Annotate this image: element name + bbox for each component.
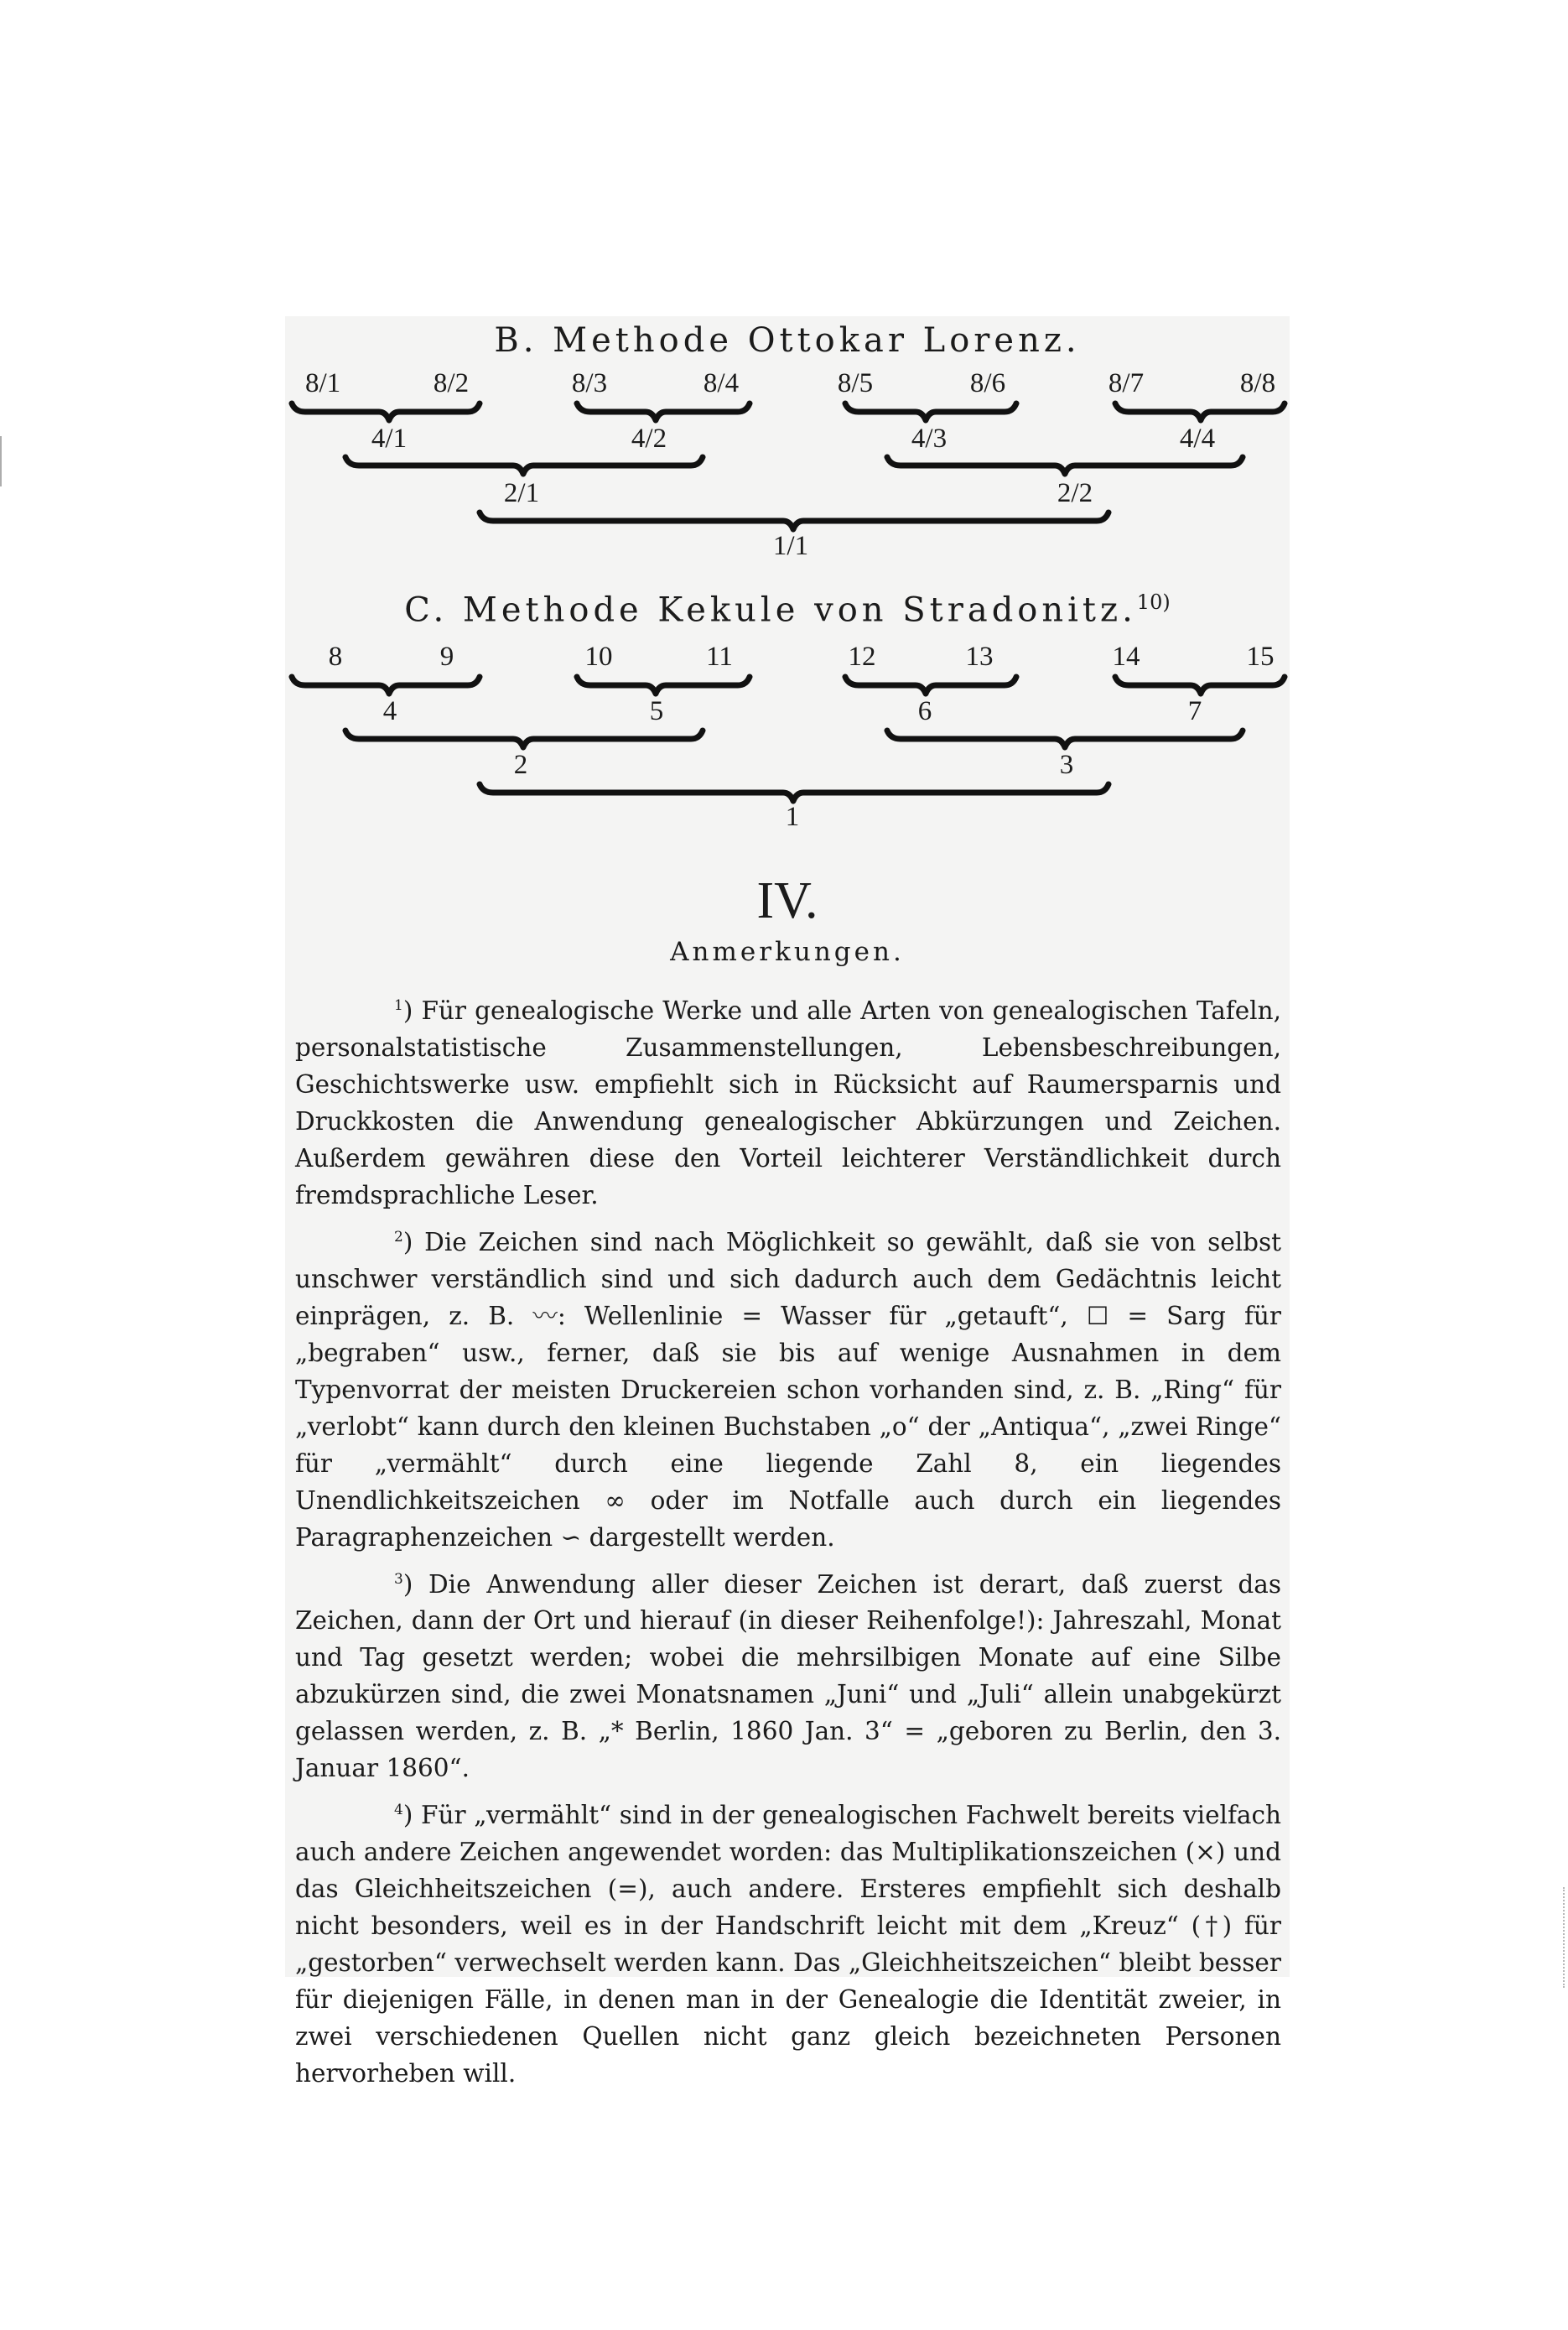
b-label-8-3: 8/3 (571, 368, 608, 398)
c-label-13: 13 (965, 642, 994, 672)
c-label-14: 14 (1112, 642, 1140, 672)
c-label-2: 2 (513, 750, 528, 780)
c-label-11: 11 (706, 642, 733, 672)
c-label-1: 1 (785, 802, 800, 832)
footnote-3: $^3$) Die Anwendung aller dieser Zeichen ist derart, daß zuerst das Zeichen, dann der Ort und hierauf (in dieser Reihenfolge!): Jahreszahl, Monat und Tag gesetzt werden; wobei die mehrsilbigen Monate auf eine Silbe abzukürzen sind, die zwei Monatsnamen „Juni“ und „Juli“ allein unabgekürzt gelassen werden, z. B. „* Berlin, 1860 Jan. 3“ = „geboren zu Berlin, den 3. Januar 1860“. (295, 1569, 1281, 1783)
b-label-8-4: 8/4 (703, 368, 740, 398)
c-label-15: 15 (1246, 642, 1275, 672)
footnote-2: $^2$) Die Zeichen sind nach Möglichkeit so gewählt, daß sie von selbst unschwer verständlich sind und sich dadurch auch dem Gedächtnis leicht einprägen, z. B. 〰: Wellenlinie = Wasser für „getauft“, ☐ = Sarg für „begraben“ usw., ferner, daß sie bis auf wenige Ausnahmen in dem Typenvorrat der meisten Druckereien schon vorhanden sind, z. B. „Ring“ für „verlobt“ kann durch den kleinen Buchstaben „o“ der „Antiqua“, „zwei Ringe“ für „vermählt“ durch eine liegende Zahl 8, ein liegendes Unendlichkeitszeichen ∞ oder im Notfalle auch durch ein liegendes Paragraphenzeichen ∽ dargestellt werden. (295, 1227, 1282, 1552)
b-label-1-1: 1/1 (772, 531, 809, 561)
b-label-4-2: 4/2 (631, 424, 667, 454)
scan-edge-mark-right (1563, 1887, 1565, 1988)
footnote-marker: 2 (394, 1228, 403, 1246)
footnote-text: Für „vermählt“ sind in der genealogischen Fachwelt bereits vielfach auch andere Zeichen angewendet worden: das Multiplikationszeichen (×) und das Gleichheitszeichen (=), auch andere. Ersteres empfiehlt sich deshalb nicht besonders, weil es in der Handschrift leicht mit dem „Kreuz“ (†) für „gestorben“ verwechselt werden kann. Das „Gleichheitszeichen“ bleibt besser für diejenigen Fälle, in denen man in der Genealogie die Identität zweier, in zwei verschiedenen Quellen nicht ganz gleich bezeichneten Personen hervorheben will. (295, 1801, 1281, 2088)
brace-icon (845, 677, 1016, 694)
b-label-4-3: 4/3 (911, 424, 948, 454)
b-label-4-1: 4/1 (371, 424, 408, 454)
footnote-marker: 3 (394, 1570, 403, 1588)
b-label-8-1: 8/1 (305, 368, 341, 398)
brace-icon (480, 512, 1109, 529)
b-label-2-1: 2/1 (503, 478, 540, 508)
c-label-10: 10 (584, 642, 613, 672)
footnote-text: Die Zeichen sind nach Möglichkeit so gewählt, daß sie von selbst unschwer verständlich sind und sich dadurch auch dem Gedächtnis leicht einprägen, z. B. 〰: Wellenlinie = Wasser für „getauft“, ☐ = Sarg für „begraben“ usw., ferner, daß sie bis auf wenige Ausnahmen in dem Typenvorrat der meisten Druckereien schon vorhanden sind, z. B. „Ring“ für „verlobt“ kann durch den kleinen Buchstaben „o“ der „Antiqua“, „zwei Ringe“ für „vermählt“ durch eine liegende Zahl 8, ein liegendes Unendlichkeitszeichen ∞ oder im Notfalle auch durch ein liegendes Paragraphenzeichen ∽ dargestellt werden. (295, 1227, 1282, 1552)
b-label-4-4: 4/4 (1179, 424, 1216, 454)
c-label-6: 6 (917, 696, 932, 726)
b-label-8-7: 8/7 (1108, 368, 1145, 398)
footnote-ref-10: 10) (1136, 590, 1171, 614)
brace-icon (345, 457, 703, 474)
b-label-8-6: 8/6 (969, 368, 1006, 398)
chapter-title: Anmerkungen. (670, 937, 905, 967)
section-c-braces (292, 677, 1285, 801)
b-label-8-2: 8/2 (433, 368, 470, 398)
book-page (285, 316, 1290, 2088)
brace-icon (292, 403, 480, 420)
footnotes (295, 987, 1281, 2092)
section-b-title: B. Methode Ottokar Lorenz. (494, 321, 1081, 360)
brace-icon (1115, 403, 1285, 420)
brace-icon (292, 677, 480, 694)
footnote-text: Die Anwendung aller dieser Zeichen ist derart, daß zuerst das Zeichen, dann der Ort und hierauf (in dieser Reihenfolge!): Jahreszahl, Monat und Tag gesetzt werden; wobei die mehrsilbigen Monate auf eine Silbe abzukürzen sind, die zwei Monatsnamen „Juni“ und „Juli“ allein unabgekürzt gelassen werden, z. B. „* Berlin, 1860 Jan. 3“ = „geboren zu Berlin, den 3. Januar 1860“. (295, 1569, 1281, 1783)
footnote-text: Für genealogische Werke und alle Arten von genealogischen Tafeln, personalstatistische Zusammenstellungen, Lebensbeschreibungen, Geschichtswerke usw. empfiehlt sich in Rücksicht auf Raumersparnis und Druckkosten die Anwendung genealogischer Abkürzungen und Zeichen. Außerdem gewähren diese den Vorteil leichterer Verständlichkeit durch fremdsprachliche Leser. (295, 996, 1281, 1209)
b-label-8-5: 8/5 (837, 368, 874, 398)
brace-icon (480, 784, 1109, 801)
brace-icon (887, 731, 1243, 747)
brace-icon (345, 731, 703, 747)
c-label-7: 7 (1187, 696, 1202, 726)
brace-icon (577, 677, 750, 694)
b-label-8-8: 8/8 (1239, 368, 1276, 398)
section-b-braces (292, 403, 1285, 529)
c-label-3: 3 (1059, 750, 1074, 780)
footnote-marker: 4 (394, 1802, 403, 1819)
brace-icon (577, 403, 750, 420)
c-label-8: 8 (328, 642, 343, 672)
footnote-4: $^4$) Für „vermählt“ sind in der genealogischen Fachwelt bereits vielfach auch andere Zeichen angewendet worden: das Multiplikationszeichen (×) und das Gleichheitszeichen (=), auch andere. Ersteres empfiehlt sich deshalb nicht besonders, weil es in der Handschrift leicht mit dem „Kreuz“ (†) für „gestorben“ verwechselt werden kann. Das „Gleichheitszeichen“ bleibt besser für diejenigen Fälle, in denen man in der Genealogie die Identität zweier, in zwei verschiedenen Quellen nicht ganz gleich bezeichneten Personen hervorheben will. (295, 1801, 1281, 2088)
scan-edge-mark-left (0, 436, 4, 486)
section-c-title-text: C. Methode Kekule von Stradonitz. (404, 590, 1137, 630)
brace-icon (845, 403, 1016, 420)
b-label-2-2: 2/2 (1057, 478, 1093, 508)
c-label-4: 4 (382, 696, 397, 726)
brace-icon (887, 457, 1243, 474)
c-label-5: 5 (649, 696, 664, 726)
c-label-9: 9 (439, 642, 454, 672)
brace-icon (1115, 677, 1285, 694)
c-label-12: 12 (848, 642, 876, 672)
footnote-marker: 1 (394, 997, 403, 1014)
footnote-1: $^1$) Für genealogische Werke und alle Arten von genealogischen Tafeln, personalstatistische Zusammenstellungen, Lebensbeschreibungen, Geschichtswerke usw. empfiehlt sich in Rücksicht auf Raumersparnis und Druckkosten die Anwendung genealogischer Abkürzungen und Zeichen. Außerdem gewähren diese den Vorteil leichterer Verständlichkeit durch fremdsprachliche Leser. (295, 996, 1281, 1209)
chapter-numeral: IV. (756, 872, 818, 929)
